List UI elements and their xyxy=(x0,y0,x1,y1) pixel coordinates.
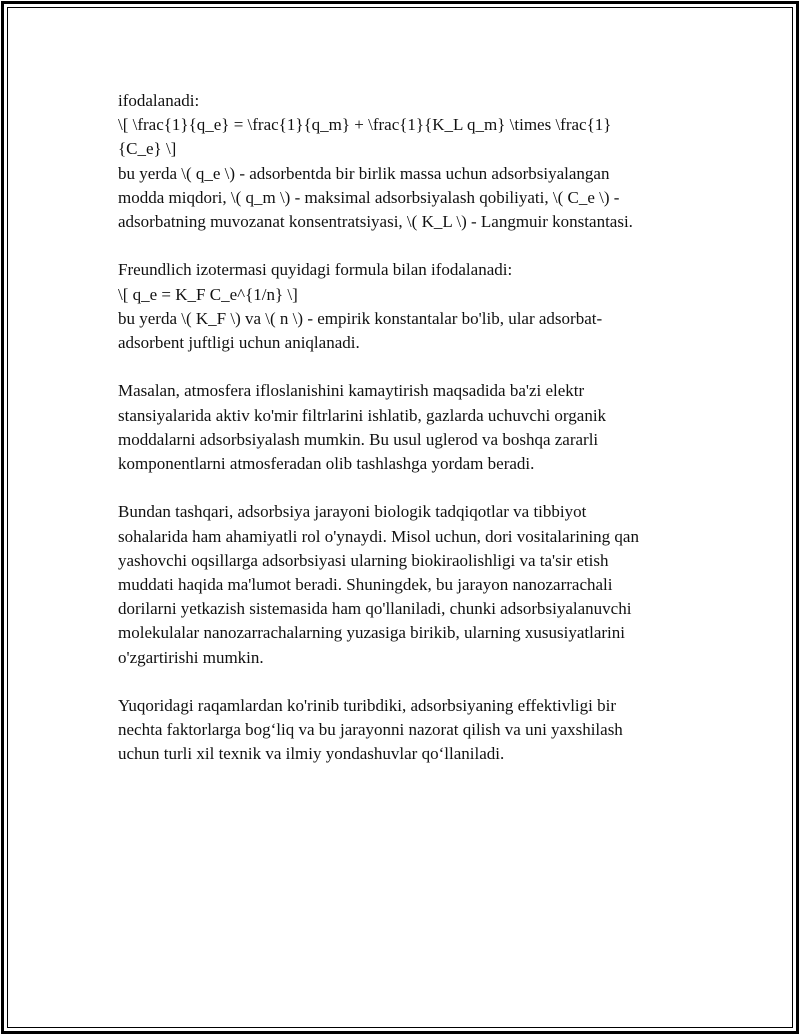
formula-line: \[ q_e = K_F C_e^{1/n} \] xyxy=(118,284,298,304)
document-body xyxy=(118,89,690,791)
paragraph-langmuir-formula xyxy=(118,89,690,234)
text-line: o'zgartirishi mumkin. xyxy=(118,647,264,667)
paragraph-freundlich xyxy=(118,258,690,355)
paragraph-biology xyxy=(118,500,690,669)
text-line: adsorbatning muvozanat konsentratsiyasi, \( K_L \) - Langmuir konstantasi. xyxy=(118,212,633,232)
text-line: modda miqdori, \( q_m \) - maksimal adsorbsiyalash qobiliyati, \( C_e \) - xyxy=(118,187,620,207)
formula-line: {C_e} \] xyxy=(118,139,177,159)
text-line: Yuqoridagi raqamlardan ko'rinib turibdiki, adsorbsiyaning effektivligi bir xyxy=(118,696,617,716)
text-line: bu yerda \( q_e \) - adsorbentda bir birlik massa uchun adsorbsiyalangan xyxy=(118,163,610,183)
text-line: stansiyalarida aktiv ko'mir filtrlarini ishlatib, gazlarda uchuvchi organik xyxy=(118,405,607,425)
formula-line: \[ \frac{1}{q_e} = \frac{1}{q_m} + \frac{1}{K_L q_m} \times \frac{1} xyxy=(118,115,612,135)
text-line: Bundan tashqari, adsorbsiya jarayoni biologik tadqiqotlar va tibbiyot xyxy=(118,502,587,522)
text-line: Freundlich izotermasi quyidagi formula bilan ifodalanadi: xyxy=(118,260,513,280)
text-line: dorilarni yetkazish sistemasida ham qo'llaniladi, chunki adsorbsiyalanuvchi xyxy=(118,599,632,619)
text-line: yashovchi oqsillarga adsorbsiyasi ularning biokiraolishligi va ta'sir etish xyxy=(118,550,609,570)
text-line: molekulalar nanozarrachalarning yuzasiga birikib, ularning xususiyatlarini xyxy=(118,623,625,643)
paragraph-atmosphere xyxy=(118,379,690,476)
text-line: bu yerda \( K_F \) va \( n \) - empirik konstantalar bo'lib, ular adsorbat- xyxy=(118,308,603,328)
text-line: adsorbent juftligi uchun aniqlanadi. xyxy=(118,333,360,353)
paragraph-conclusion xyxy=(118,694,690,767)
text-line: nechta faktorlarga bog‘liq va bu jarayonni nazorat qilish va uni yaxshilash xyxy=(118,720,623,740)
text-line: moddalarni adsorbsiyalash mumkin. Bu usul uglerod va boshqa zararli xyxy=(118,429,599,449)
text-line: ifodalanadi: xyxy=(118,91,200,110)
text-line: sohalarida ham ahamiyatli rol o'ynaydi. Misol uchun, dori vositalarining qan xyxy=(118,526,639,546)
text-line: uchun turli xil texnik va ilmiy yondashuvlar qo‘llaniladi. xyxy=(118,744,505,764)
text-line: Masalan, atmosfera ifloslanishini kamaytirish maqsadida ba'zi elektr xyxy=(118,381,585,401)
text-line: komponentlarni atmosferadan olib tashlashga yordam beradi. xyxy=(118,454,535,474)
text-line: muddati haqida ma'lumot beradi. Shuningdek, bu jarayon nanozarrachali xyxy=(118,575,613,595)
